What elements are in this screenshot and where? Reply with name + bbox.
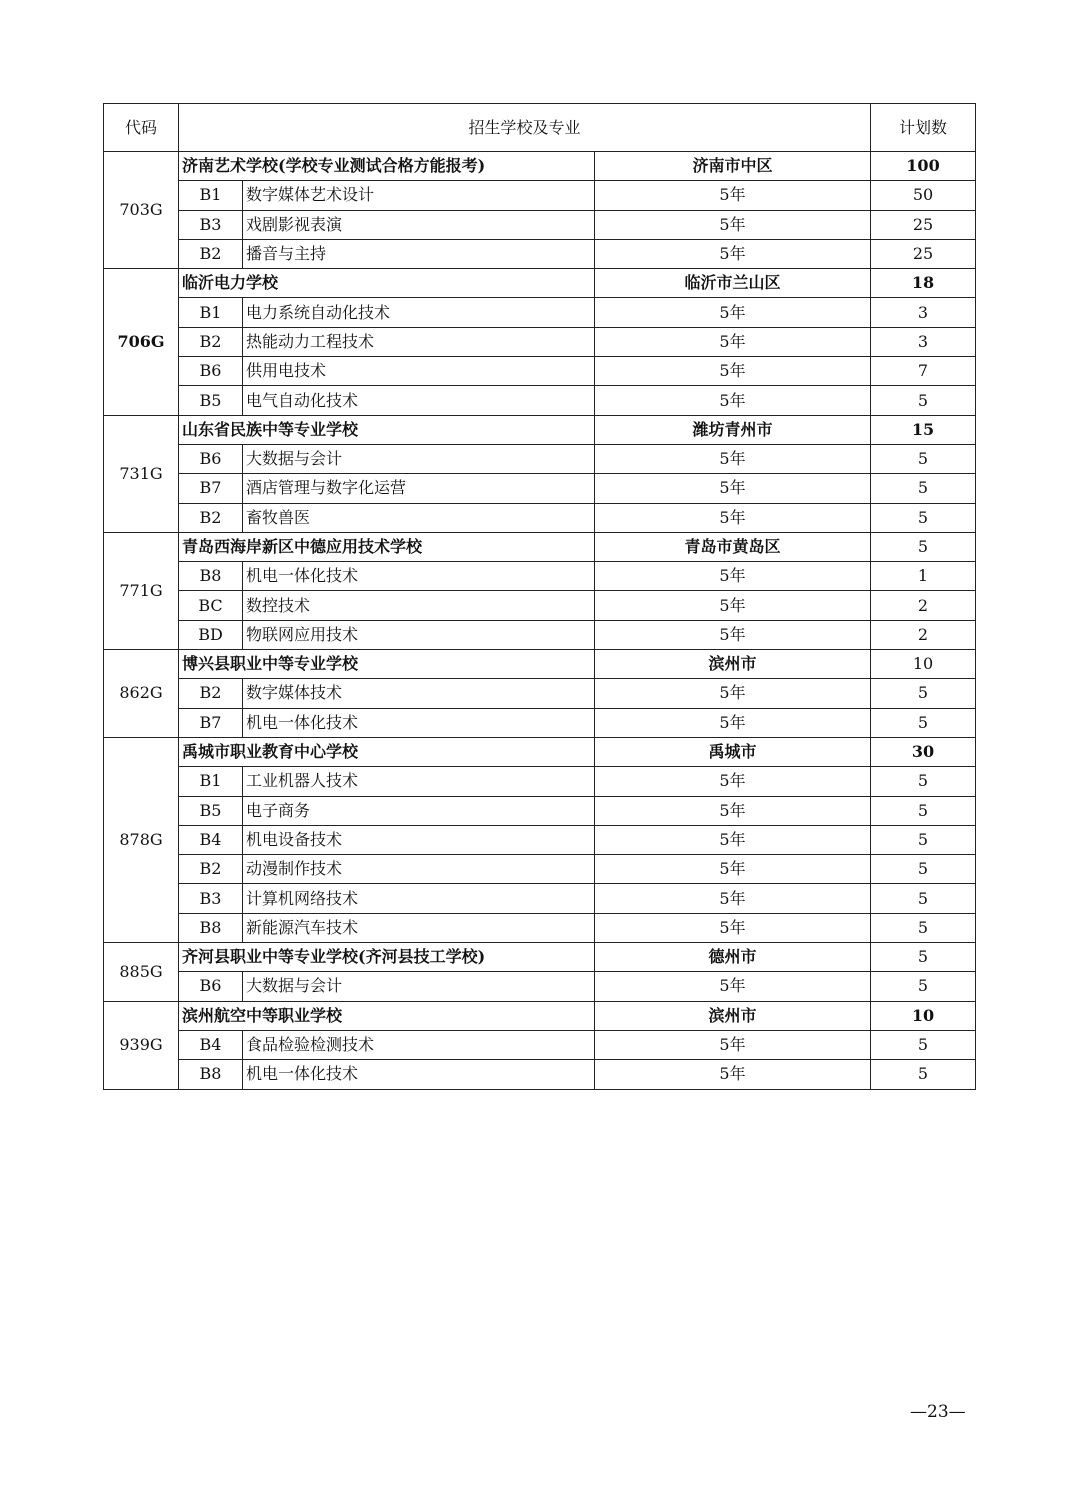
major-row [104, 357, 976, 386]
major-code: B2 [179, 855, 243, 884]
major-duration: 5年 [595, 1030, 871, 1059]
major-plan-count: 3 [871, 327, 976, 356]
school-row [104, 737, 976, 766]
major-name: 电子商务 [243, 796, 595, 825]
major-duration: 5年 [595, 298, 871, 327]
school-plan-total: 15 [871, 415, 976, 444]
major-name: 数控技术 [243, 591, 595, 620]
school-location: 青岛市黄岛区 [595, 532, 871, 561]
major-plan-count: 5 [871, 1030, 976, 1059]
header-code: 代码 [104, 104, 179, 152]
major-name: 热能动力工程技术 [243, 327, 595, 356]
school-row [104, 532, 976, 561]
major-row [104, 1030, 976, 1059]
major-plan-count: 5 [871, 913, 976, 942]
major-plan-count: 2 [871, 591, 976, 620]
major-plan-count: 5 [871, 708, 976, 737]
major-name: 电气自动化技术 [243, 386, 595, 415]
major-row [104, 474, 976, 503]
major-row [104, 972, 976, 1001]
major-row [104, 825, 976, 854]
major-duration: 5年 [595, 181, 871, 210]
major-plan-count: 50 [871, 181, 976, 210]
major-duration: 5年 [595, 913, 871, 942]
page-number: —23— [910, 1402, 966, 1422]
school-code: 731G [104, 415, 179, 532]
major-name: 机电一体化技术 [243, 1060, 595, 1089]
major-duration: 5年 [595, 972, 871, 1001]
school-code: 771G [104, 532, 179, 649]
major-code: B2 [179, 327, 243, 356]
major-code: BC [179, 591, 243, 620]
major-name: 大数据与会计 [243, 444, 595, 473]
school-code: 862G [104, 650, 179, 738]
major-name: 供用电技术 [243, 357, 595, 386]
major-name: 动漫制作技术 [243, 855, 595, 884]
school-code: 706G [104, 269, 179, 415]
header-plan: 计划数 [871, 104, 976, 152]
major-row [104, 884, 976, 913]
major-duration: 5年 [595, 386, 871, 415]
school-plan-total: 5 [871, 943, 976, 972]
major-name: 机电设备技术 [243, 825, 595, 854]
major-plan-count: 5 [871, 474, 976, 503]
major-name: 酒店管理与数字化运营 [243, 474, 595, 503]
school-location: 滨州市 [595, 1001, 871, 1030]
major-name: 畜牧兽医 [243, 503, 595, 532]
major-name: 食品检验检测技术 [243, 1030, 595, 1059]
major-code: B1 [179, 181, 243, 210]
major-plan-count: 5 [871, 796, 976, 825]
major-plan-count: 5 [871, 679, 976, 708]
school-name: 禹城市职业教育中心学校 [179, 737, 595, 766]
admission-plan-table [103, 103, 976, 1090]
school-row [104, 269, 976, 298]
school-plan-total: 18 [871, 269, 976, 298]
major-row [104, 239, 976, 268]
major-row [104, 796, 976, 825]
school-name: 山东省民族中等专业学校 [179, 415, 595, 444]
major-code: B7 [179, 708, 243, 737]
major-plan-count: 5 [871, 972, 976, 1001]
major-code: B7 [179, 474, 243, 503]
major-plan-count: 5 [871, 386, 976, 415]
major-code: B8 [179, 1060, 243, 1089]
major-code: B2 [179, 239, 243, 268]
major-duration: 5年 [595, 679, 871, 708]
school-location: 滨州市 [595, 650, 871, 679]
school-row [104, 152, 976, 181]
school-code: 703G [104, 152, 179, 269]
major-duration: 5年 [595, 562, 871, 591]
school-name: 博兴县职业中等专业学校 [179, 650, 595, 679]
major-row [104, 386, 976, 415]
major-row [104, 913, 976, 942]
school-code: 878G [104, 737, 179, 942]
major-code: B4 [179, 825, 243, 854]
major-duration: 5年 [595, 796, 871, 825]
major-duration: 5年 [595, 444, 871, 473]
major-duration: 5年 [595, 210, 871, 239]
major-duration: 5年 [595, 855, 871, 884]
major-duration: 5年 [595, 1060, 871, 1089]
major-name: 机电一体化技术 [243, 562, 595, 591]
major-code: B5 [179, 796, 243, 825]
major-plan-count: 2 [871, 620, 976, 649]
major-plan-count: 3 [871, 298, 976, 327]
major-code: B8 [179, 562, 243, 591]
major-row [104, 444, 976, 473]
major-duration: 5年 [595, 327, 871, 356]
school-row [104, 943, 976, 972]
major-row [104, 591, 976, 620]
major-row [104, 298, 976, 327]
school-plan-total: 100 [871, 152, 976, 181]
major-code: B6 [179, 444, 243, 473]
major-duration: 5年 [595, 357, 871, 386]
major-row [104, 855, 976, 884]
major-duration: 5年 [595, 620, 871, 649]
major-code: B2 [179, 503, 243, 532]
major-duration: 5年 [595, 591, 871, 620]
school-location: 济南市中区 [595, 152, 871, 181]
major-name: 机电一体化技术 [243, 708, 595, 737]
major-row [104, 503, 976, 532]
major-plan-count: 1 [871, 562, 976, 591]
major-code: B2 [179, 679, 243, 708]
major-plan-count: 25 [871, 210, 976, 239]
major-row [104, 767, 976, 796]
major-row [104, 181, 976, 210]
school-row [104, 1001, 976, 1030]
table-header-row [104, 104, 976, 152]
major-plan-count: 5 [871, 855, 976, 884]
major-duration: 5年 [595, 708, 871, 737]
major-name: 工业机器人技术 [243, 767, 595, 796]
school-plan-total: 5 [871, 532, 976, 561]
major-duration: 5年 [595, 884, 871, 913]
major-name: 数字媒体技术 [243, 679, 595, 708]
school-name: 济南艺术学校(学校专业测试合格方能报考) [179, 152, 595, 181]
school-plan-total: 10 [871, 1001, 976, 1030]
major-code: B6 [179, 357, 243, 386]
major-duration: 5年 [595, 239, 871, 268]
major-code: B1 [179, 298, 243, 327]
major-row [104, 562, 976, 591]
major-duration: 5年 [595, 503, 871, 532]
major-code: B4 [179, 1030, 243, 1059]
major-row [104, 708, 976, 737]
admission-plan-sheet [103, 103, 975, 1090]
major-code: B3 [179, 884, 243, 913]
school-row [104, 650, 976, 679]
major-name: 戏剧影视表演 [243, 210, 595, 239]
major-plan-count: 5 [871, 884, 976, 913]
major-plan-count: 7 [871, 357, 976, 386]
major-plan-count: 5 [871, 825, 976, 854]
major-plan-count: 25 [871, 239, 976, 268]
major-row [104, 679, 976, 708]
major-duration: 5年 [595, 474, 871, 503]
major-duration: 5年 [595, 825, 871, 854]
major-plan-count: 5 [871, 767, 976, 796]
major-name: 播音与主持 [243, 239, 595, 268]
major-name: 计算机网络技术 [243, 884, 595, 913]
school-name: 齐河县职业中等专业学校(齐河县技工学校) [179, 943, 595, 972]
school-plan-total: 10 [871, 650, 976, 679]
school-location: 潍坊青州市 [595, 415, 871, 444]
school-name: 滨州航空中等职业学校 [179, 1001, 595, 1030]
major-name: 物联网应用技术 [243, 620, 595, 649]
major-name: 数字媒体艺术设计 [243, 181, 595, 210]
major-code: B5 [179, 386, 243, 415]
major-code: B6 [179, 972, 243, 1001]
major-name: 电力系统自动化技术 [243, 298, 595, 327]
major-row [104, 620, 976, 649]
school-name: 临沂电力学校 [179, 269, 595, 298]
major-plan-count: 5 [871, 1060, 976, 1089]
major-plan-count: 5 [871, 503, 976, 532]
school-plan-total: 30 [871, 737, 976, 766]
school-name: 青岛西海岸新区中德应用技术学校 [179, 532, 595, 561]
table-body [104, 152, 976, 1090]
school-code: 885G [104, 943, 179, 1002]
major-code: B3 [179, 210, 243, 239]
major-row [104, 1060, 976, 1089]
major-duration: 5年 [595, 767, 871, 796]
major-plan-count: 5 [871, 444, 976, 473]
school-location: 德州市 [595, 943, 871, 972]
header-school-major: 招生学校及专业 [179, 104, 871, 152]
school-location: 临沂市兰山区 [595, 269, 871, 298]
major-name: 新能源汽车技术 [243, 913, 595, 942]
major-row [104, 210, 976, 239]
school-location: 禹城市 [595, 737, 871, 766]
school-code: 939G [104, 1001, 179, 1089]
school-row [104, 415, 976, 444]
major-name: 大数据与会计 [243, 972, 595, 1001]
major-row [104, 327, 976, 356]
major-code: B8 [179, 913, 243, 942]
major-code: B1 [179, 767, 243, 796]
major-code: BD [179, 620, 243, 649]
